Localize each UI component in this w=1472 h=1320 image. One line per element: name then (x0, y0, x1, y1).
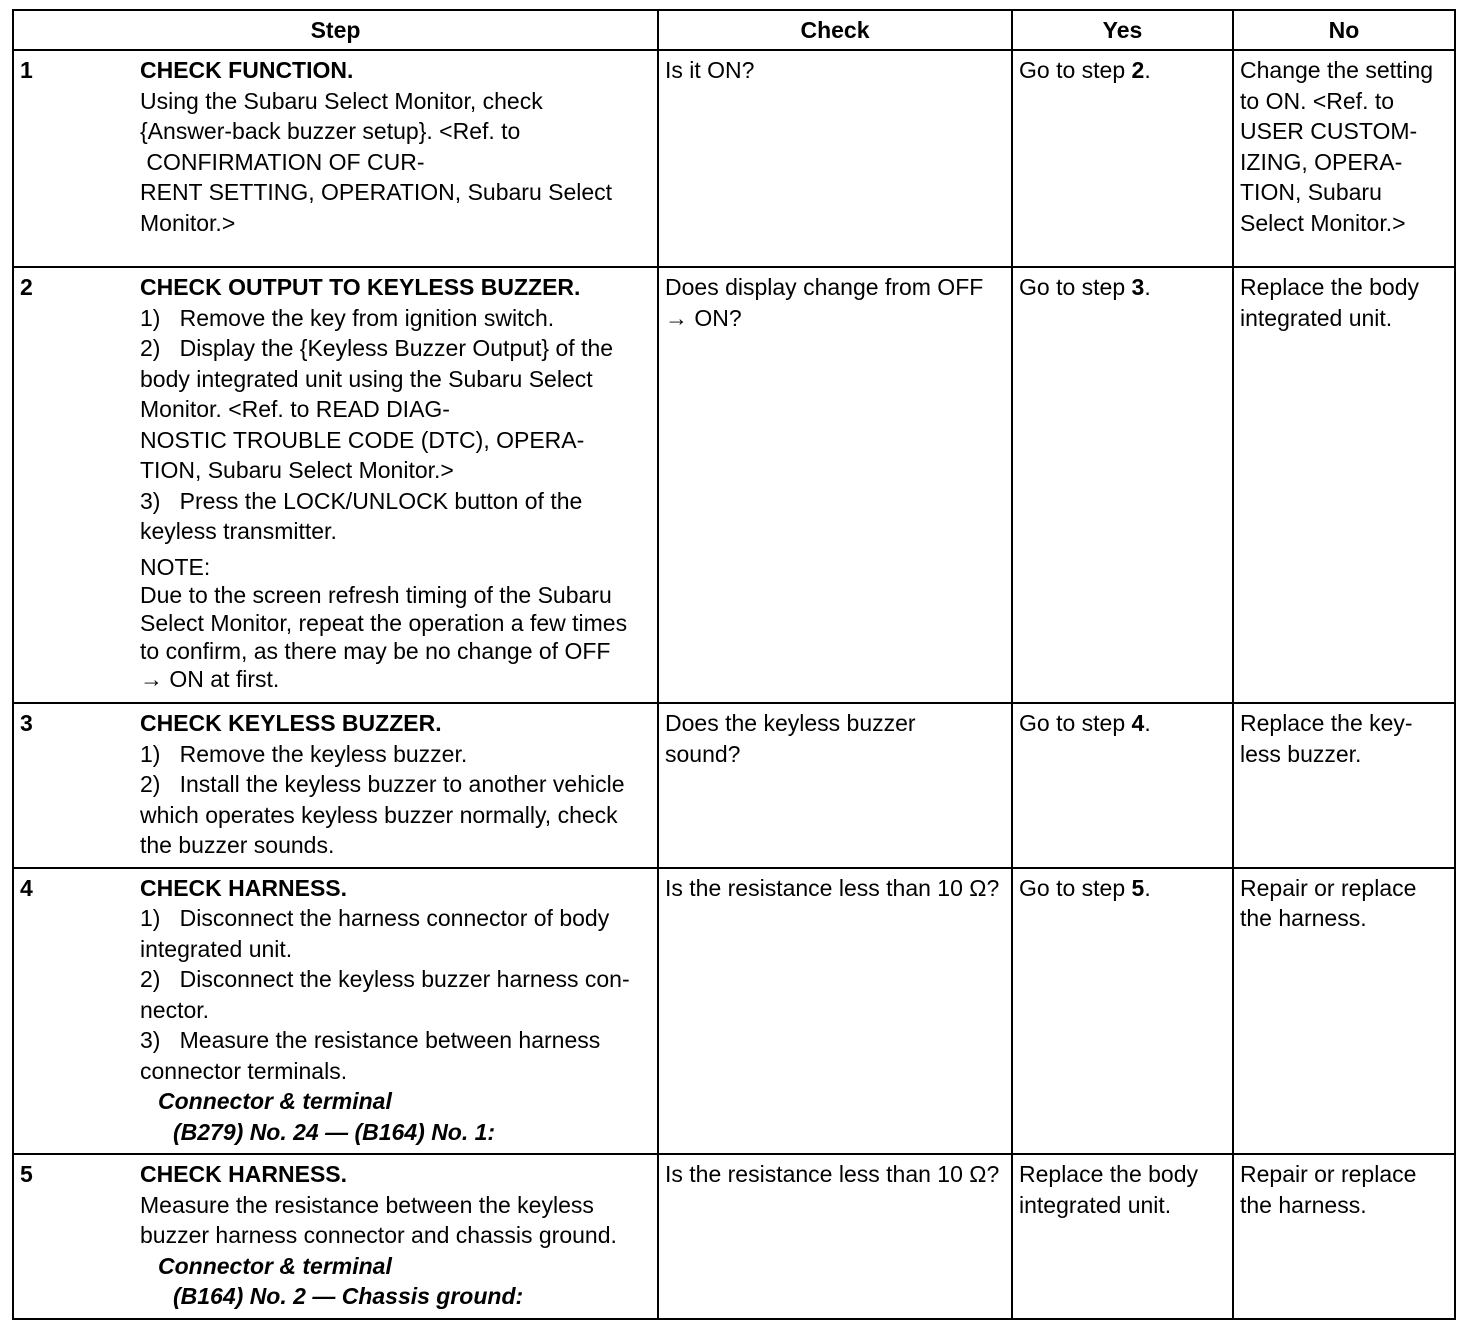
step-text: Monitor. <Ref. to READ DIAG- (140, 396, 450, 422)
step-cell (13, 50, 658, 267)
diagnostic-table (12, 9, 1456, 1320)
yes-text: Go to step (1019, 710, 1132, 736)
no-text: Change the setting (1240, 57, 1434, 83)
yes-text: Go to step (1019, 57, 1132, 83)
note-text: → ON at first. (140, 665, 280, 692)
step-text: keyless transmitter. (140, 518, 337, 544)
step-text: 1) Disconnect the harness connector of body (140, 905, 610, 931)
step-number: 5 (20, 1161, 33, 1187)
header-no: No (1233, 10, 1455, 50)
check-text: Does display change from OFF (665, 274, 984, 300)
step-text: 1) Remove the key from ignition switch. (140, 304, 555, 331)
yes-suffix: . (1144, 874, 1151, 901)
yes-text: Replace the body (1019, 1161, 1199, 1187)
check-text: sound? (665, 740, 741, 767)
table-row (13, 1154, 1455, 1319)
yes-text: Go to step (1019, 874, 1132, 901)
yes-suffix: . (1144, 274, 1151, 300)
step-text: integrated unit. (140, 935, 293, 962)
step-text: Monitor.> (140, 209, 236, 236)
yes-step-number: 2 (1131, 57, 1145, 83)
no-cell (1233, 868, 1455, 1155)
yes-step-number: 5 (1131, 874, 1145, 901)
yes-step-number: 4 (1131, 710, 1145, 736)
check-text: Does the keyless buzzer (665, 710, 916, 736)
no-text: Replace the body (1240, 274, 1420, 300)
step-text: which operates keyless buzzer normally, check (140, 801, 618, 828)
check-text: Is the resistance less than 10 Ω? (665, 874, 1000, 901)
step-text: {Answer-back buzzer setup}. <Ref. to (140, 118, 521, 144)
no-text: Select Monitor.> (1240, 209, 1406, 236)
step-text: connector terminals. (140, 1057, 348, 1084)
yes-text: Go to step (1019, 274, 1132, 300)
connector-terminal-value: (B164) No. 2 — Chassis ground: (173, 1283, 524, 1309)
yes-text: integrated unit. (1019, 1191, 1172, 1218)
step-text: Using the Subaru Select Monitor, check (140, 87, 543, 114)
step-number: 3 (20, 710, 33, 736)
no-text: to ON. <Ref. to (1240, 87, 1395, 114)
no-text: TION, Subaru (1240, 179, 1382, 205)
yes-suffix: . (1144, 57, 1151, 83)
header-check: Check (658, 10, 1012, 50)
step-text: body integrated unit using the Subaru Select (140, 365, 593, 392)
check-cell (658, 267, 1012, 703)
step-text: 2) Disconnect the keyless buzzer harness con- (140, 966, 630, 992)
yes-cell (1012, 50, 1233, 267)
step-text: 2) Display the {Keyless Buzzer Output} of the (140, 335, 614, 361)
step-number: 4 (20, 874, 33, 901)
connector-terminal-label: Connector & terminal (158, 1088, 392, 1114)
header-row (13, 10, 1455, 50)
table-row (13, 267, 1455, 703)
yes-cell (1012, 703, 1233, 868)
step-cell (13, 1154, 658, 1319)
no-cell (1233, 50, 1455, 267)
yes-cell (1012, 267, 1233, 703)
step-text: TION, Subaru Select Monitor.> (140, 457, 454, 483)
no-text: Repair or replace (1240, 874, 1417, 901)
no-text: Repair or replace (1240, 1161, 1417, 1187)
step-cell (13, 267, 658, 703)
step-text: CONFIRMATION OF CUR- (140, 148, 425, 175)
no-cell (1233, 703, 1455, 868)
check-text: Is the resistance less than 10 Ω? (665, 1161, 1000, 1187)
note-block (140, 553, 652, 693)
check-cell (658, 868, 1012, 1155)
check-cell (658, 1154, 1012, 1319)
connector-terminal-value: (B279) No. 24 — (B164) No. 1: (173, 1118, 496, 1145)
connector-terminal-label: Connector & terminal (158, 1252, 392, 1279)
step-text: RENT SETTING, OPERATION, Subaru Select (140, 179, 613, 205)
table-row (13, 50, 1455, 267)
note-text: Select Monitor, repeat the operation a few times (140, 609, 628, 636)
step-text: buzzer harness connector and chassis ground. (140, 1222, 617, 1248)
check-cell (658, 703, 1012, 868)
no-text: integrated unit. (1240, 304, 1393, 331)
no-cell (1233, 1154, 1455, 1319)
step-text: 3) Measure the resistance between harness (140, 1027, 601, 1053)
no-cell (1233, 267, 1455, 703)
note-text: to confirm, as there may be no change of OFF (140, 637, 611, 664)
note-label: NOTE: (140, 553, 211, 580)
step-text: 2) Install the keyless buzzer to another vehicle (140, 771, 625, 797)
check-cell (658, 50, 1012, 267)
header-step: Step (13, 10, 658, 50)
step-title: CHECK KEYLESS BUZZER. (140, 710, 442, 736)
check-text: → ON? (665, 304, 742, 331)
step-number: 2 (20, 274, 33, 300)
yes-suffix: . (1144, 710, 1151, 736)
no-text: Replace the key- (1240, 710, 1413, 736)
step-text: NOSTIC TROUBLE CODE (DTC), OPERA- (140, 426, 585, 453)
step-title: CHECK HARNESS. (140, 1161, 348, 1187)
yes-cell (1012, 868, 1233, 1155)
no-text: the harness. (1240, 1191, 1367, 1218)
note-text: Due to the screen refresh timing of the Subaru (140, 581, 612, 608)
no-text: less buzzer. (1240, 740, 1362, 767)
step-text: 3) Press the LOCK/UNLOCK button of the (140, 487, 583, 514)
yes-cell (1012, 1154, 1233, 1319)
no-text: USER CUSTOM- (1240, 118, 1418, 144)
step-cell (13, 868, 658, 1155)
step-title: CHECK OUTPUT TO KEYLESS BUZZER. (140, 274, 581, 300)
step-number: 1 (20, 57, 33, 83)
step-text: 1) Remove the keyless buzzer. (140, 740, 468, 767)
yes-step-number: 3 (1131, 274, 1145, 300)
no-text: IZING, OPERA- (1240, 148, 1403, 175)
step-cell (13, 703, 658, 868)
check-text: Is it ON? (665, 57, 755, 83)
header-yes: Yes (1012, 10, 1233, 50)
no-text: the harness. (1240, 905, 1367, 931)
table-row (13, 703, 1455, 868)
step-title: CHECK HARNESS. (140, 874, 348, 901)
step-title: CHECK FUNCTION. (140, 57, 354, 83)
table-row (13, 868, 1455, 1155)
step-text: Measure the resistance between the keyless (140, 1191, 594, 1218)
step-text: nector. (140, 996, 210, 1023)
step-text: the buzzer sounds. (140, 832, 335, 858)
